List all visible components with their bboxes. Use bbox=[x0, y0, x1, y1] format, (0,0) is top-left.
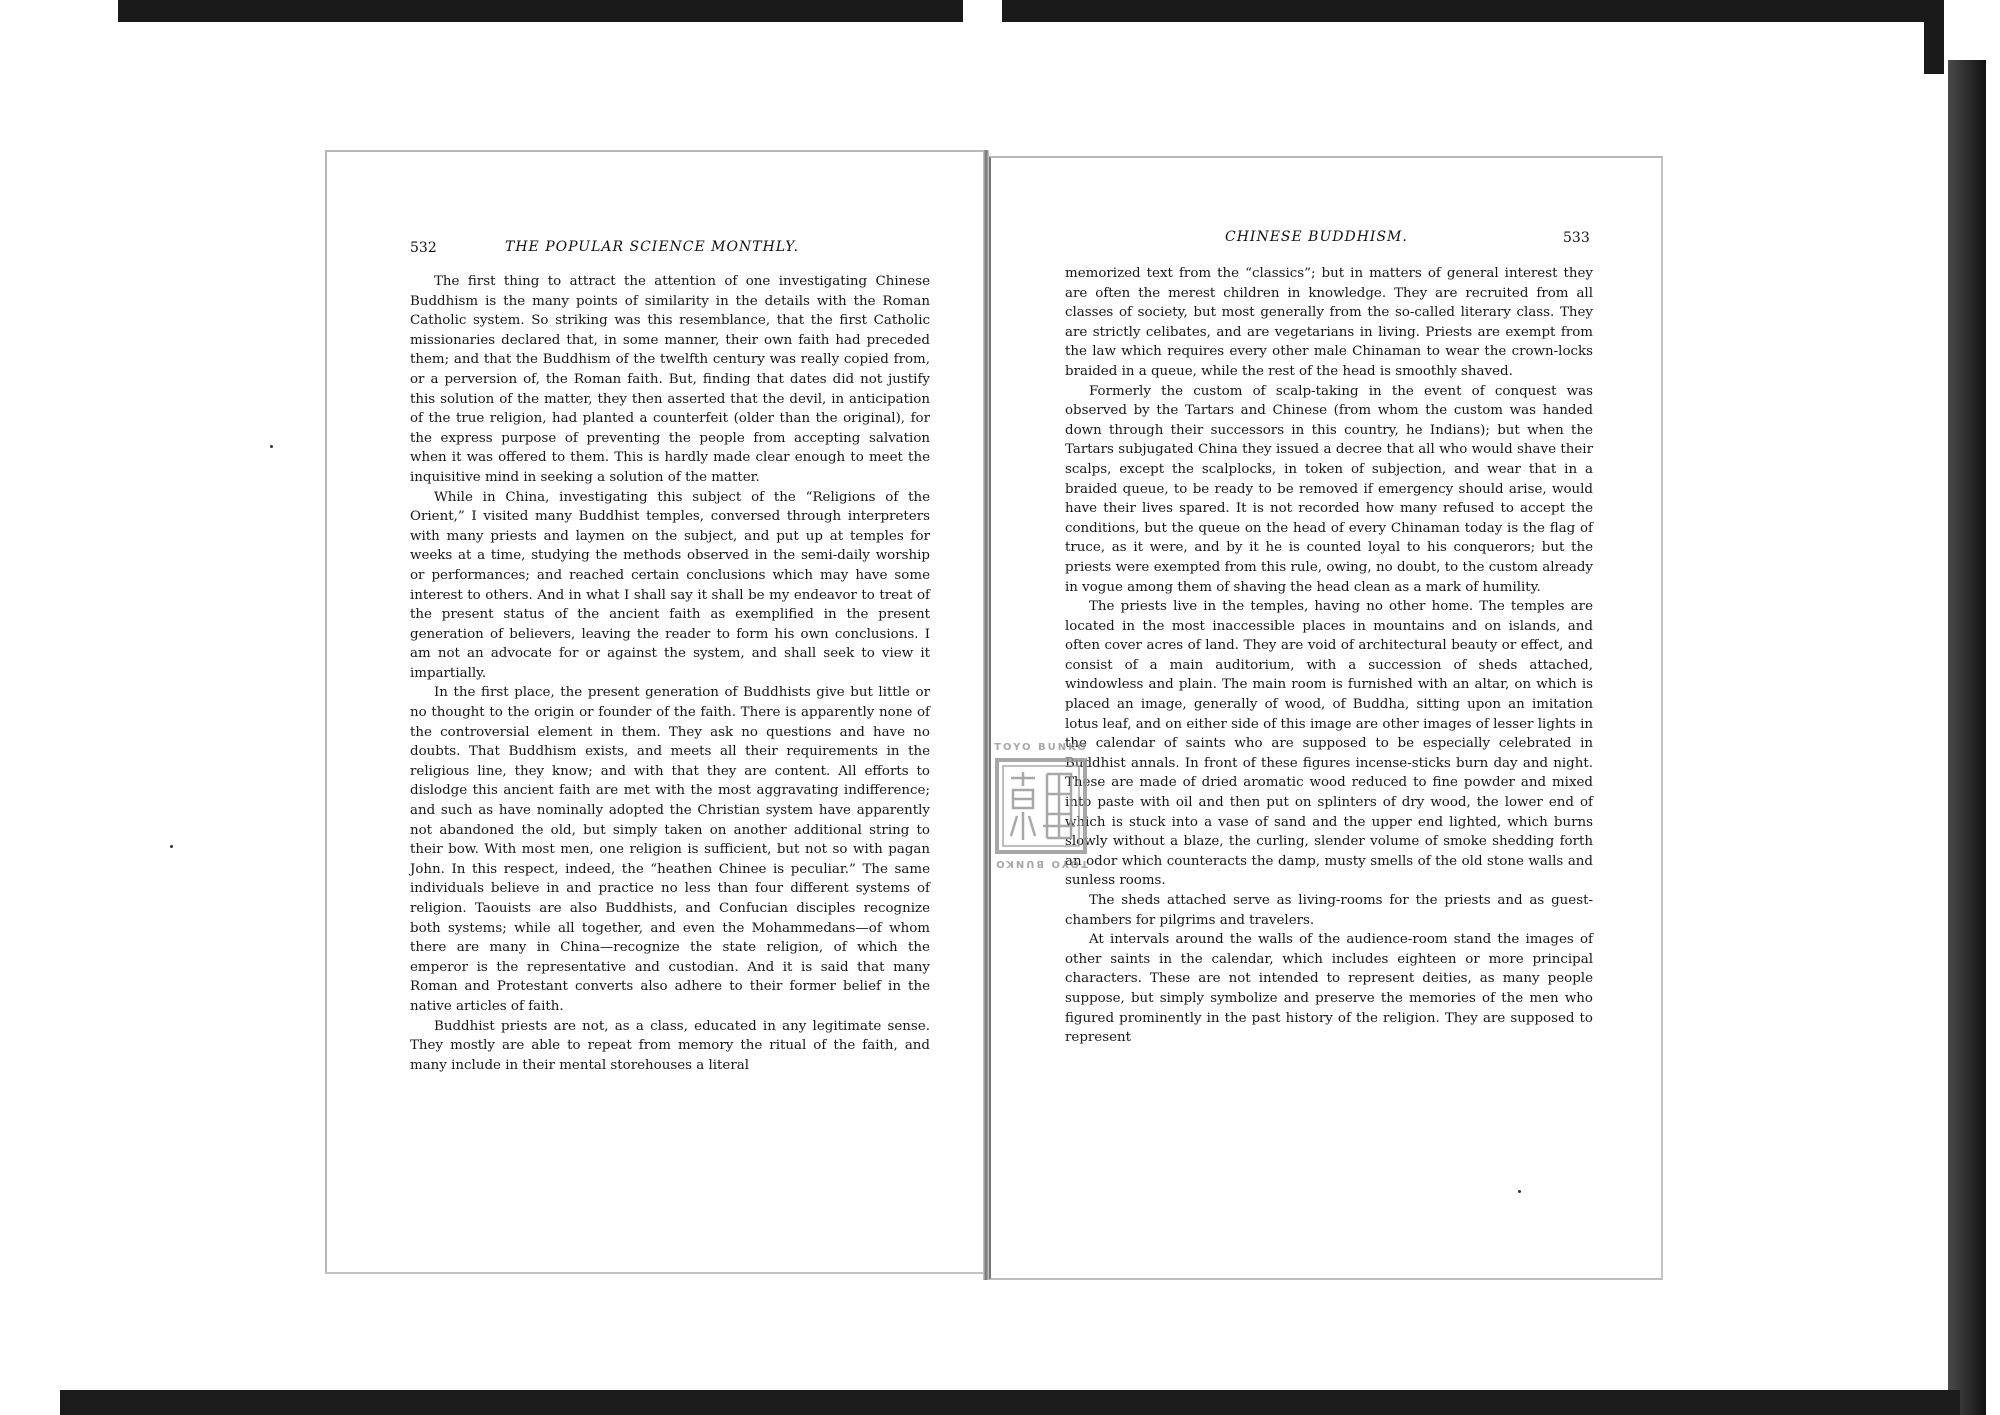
scanner-edge-bottom bbox=[60, 1390, 1960, 1415]
right-running-head: CHINESE BUDDHISM. bbox=[1225, 229, 1408, 245]
left-page-number: 532 bbox=[410, 240, 437, 256]
scanner-edge-right bbox=[1948, 60, 1986, 1415]
paragraph: At intervals around the walls of the audience-room stand the images of other saints in the calendar, which includes eighteen or more principal characters. These are not intended to represent deities, as many people suppose, but simply symbolize and preserve the memories of the men who figured prominently in the past history of the religion. They are supposed to represent bbox=[1065, 932, 1593, 1046]
library-stamp bbox=[987, 742, 1095, 872]
stamp-text-bottom: TOYO BUNKO bbox=[994, 858, 1088, 869]
scanner-edge-corner bbox=[1924, 0, 1944, 74]
scan-speck bbox=[1518, 1190, 1521, 1193]
stamp-text-top: TOYO BUNKO bbox=[994, 742, 1088, 753]
paragraph: memorized text from the “classics”; but in matters of general interest they are often the merest children in knowledge. They are recruited from all classes of society, but most generally from the so-called literary class. They are strictly celibates, and are vegetarians in living. Priests are exempt from the law which requires every other male Chinaman to wear the crown-locks braided in a queue, while the rest of the head is smoothly shaved. bbox=[1065, 266, 1593, 379]
paragraph: Buddhist priests are not, as a class, educated in any legitimate sense. They mostly are able to repeat from memory the ritual of the faith, and many include in their mental storehouses a literal bbox=[410, 1018, 930, 1073]
paragraph: While in China, investigating this subject of the “Religions of the Orient,” I visited many Buddhist temples, conversed through interpreters with many priests and laymen on the subject, and put up at temples for weeks at a time, studying the methods observed in the semi-daily worship or performances; and reached certain conclusions which may have some interest to others. And in what I shall say it shall be my endeavor to treat of the present status of the ancient faith as exemplified in the present generation of believers, leaving the reader to form his own conclusions. I am not an advocate for or against the system, and shall seek to view it impartially. bbox=[410, 489, 930, 681]
paragraph: In the first place, the present generation of Buddhists give but little or no thought to the origin or founder of the faith. There is apparently none of the controversial element in them. They ask no questions and have no doubts. That Buddhism exists, and meets all their requirements in the religious line, they know; and with that they are content. All efforts to dislodge this ancient faith are met with the most aggravating indifference; and such as have nominally adopted the Christian system have apparently not abandoned the old, but simply taken on another additional string to their bow. With most men, one religion is sufficient, but not so with pagan John. In this respect, indeed, the “heathen Chinee is peculiar.” The same individuals believe in and practice no less than four different systems of religion. Taouists are also Buddhists, and Confucian disciples recognize both systems; while all together, and even the Mohammedans—of whom there are many in China—recognize the state religion, of which the emperor is the representative and custodian. And it is said that many Roman and Protestant converts also adhere to their former belief in the native articles of faith. bbox=[410, 685, 930, 1014]
paragraph: The first thing to attract the attention of one investigating Chinese Buddhism is the many points of similarity in the details with the Roman Catholic system. So striking was this resemblance, that the first Catholic missionaries declared that, in some manner, their own faith had preceded them; and that the Buddhism of the twelfth century was really copied from, or a perversion of, the Roman faith. But, finding that dates did not justify this solution of the matter, they then asserted that the devil, in anticipation of the true religion, had planted a counterfeit (older than the original), for the express purpose of preventing the people from accepting salvation when it was offered to them. This is hardly made clear enough to meet the inquisitive mind in seeking a solution of the matter. bbox=[410, 274, 930, 485]
left-running-head: THE POPULAR SCIENCE MONTHLY. bbox=[505, 239, 800, 255]
right-page-text bbox=[1065, 264, 1593, 1048]
book-gutter bbox=[983, 150, 989, 1280]
paragraph: Formerly the custom of scalp-taking in the event of conquest was observed by the Tartars and Chinese (from whom the custom was handed down through their successors in this country, he Indians); but when the Tartars subjugated China they issued a decree that all who would shave their scalps, except the scalplocks, in token of subjection, and wear that in a braided queue, to be ready to be removed if emergency should arise, would have their lives spared. It is not recorded how many refused to accept the conditions, but the queue on the head of every Chinaman today is the flag of truce, as it were, and by it he is counted loyal to his conquerors; but the priests were exempted from this rule, owing, no doubt, to the custom already in vogue among them of shaving the head clean as a mark of humility. bbox=[1065, 383, 1593, 595]
paragraph: The sheds attached serve as living-rooms for the priests and as guest-chambers for pilgrims and travelers. bbox=[1065, 893, 1593, 928]
right-page-number: 533 bbox=[1563, 230, 1590, 246]
scanner-edge-top-right bbox=[1002, 0, 1944, 22]
scan-speck bbox=[270, 445, 273, 448]
stamp-seal-icon bbox=[993, 756, 1089, 856]
paragraph: The priests live in the temples, having no other home. The temples are located in the most inaccessible places in mountains and on islands, and often cover acres of land. They are void of architectural beauty or effect, and consist of a main auditorium, with a succession of sheds attached, windowless and plain. The main room is furnished with an altar, on which is placed an image, generally of wood, of Buddha, sitting upon an imitation lotus leaf, and on either side of this image are other images of lesser lights in the calendar of saints who are supposed to be especially celebrated in Buddhist annals. In front of these figures incense-sticks burn day and night. These are made of dried aromatic wood reduced to fine powder and mixed into paste with oil and then put on splinters of dry wood, the lower end of which is stuck into a vase of sand and the upper end lighted, which burns slowly without a blaze, the curling, slender volume of smoke shedding forth an odor which counteracts the damp, musty smells of the old stone walls and sunless rooms. bbox=[1065, 599, 1593, 889]
scanner-edge-top-left bbox=[118, 0, 963, 22]
left-page-text bbox=[410, 272, 930, 1075]
scan-speck bbox=[170, 845, 173, 848]
